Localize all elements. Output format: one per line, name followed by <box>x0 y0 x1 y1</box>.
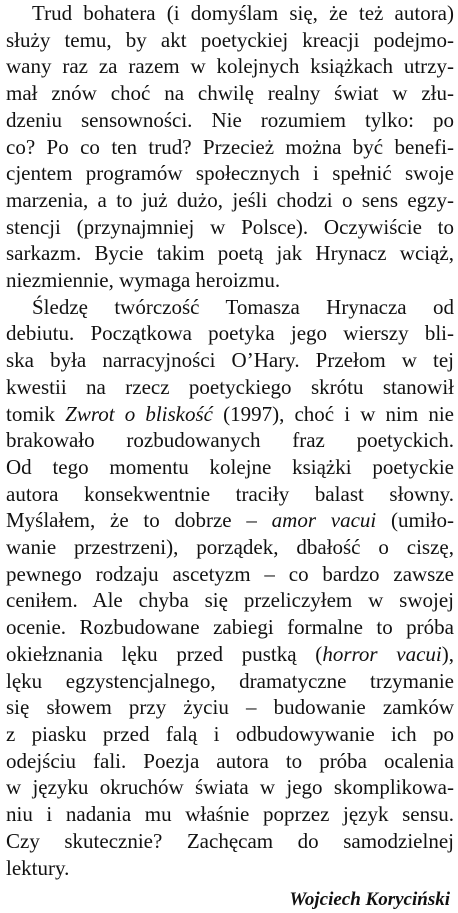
latin-phrase: amor vacui <box>271 508 377 533</box>
text-line: stencji (przynajmniej w Polsce). Oczywiście to <box>6 214 454 239</box>
text-line-with-italic <box>6 641 454 668</box>
text-fragment: ), <box>441 641 455 666</box>
text-line: Śledzę twórczość Tomasza Hrynacza od <box>32 294 454 319</box>
text-fragment: okiełznania lęku przed pustką ( <box>6 641 323 666</box>
author-signature: Wojciech Koryciński <box>289 889 450 911</box>
text-line: ceniłem. Ale chyba się przeliczyłem w swojej <box>6 588 454 613</box>
text-line: Od tego momentu kolejne książki poetyckie <box>6 454 454 479</box>
text-line: kwestii na rzecz poetyckiego skrótu stanowił <box>6 374 454 399</box>
text-line: służy temu, by akt poetyckiej kreacji podejmo- <box>6 27 454 52</box>
text-line: Czy skutecznie? Zachęcam do samodzielnej <box>6 828 454 853</box>
text-line: wanie przestrzeni), porządek, dbałość o ciszę, <box>6 535 454 560</box>
text-fragment: Myślałem, że to dobrze – <box>6 508 272 533</box>
text-fragment: (1997), choć i w nim nie <box>212 401 454 426</box>
text-line: autora konsekwentnie traciły balast słowny. <box>6 481 454 506</box>
text-line-with-italic <box>6 507 454 534</box>
paragraph-1 <box>6 0 454 294</box>
book-title: Zwrot o bliskość <box>65 401 213 426</box>
article-page <box>6 0 455 911</box>
text-line: niezmiennie, wymaga heroizmu. <box>6 268 281 293</box>
text-line: lęku egzystencjalnego, dramatyczne trzymanie <box>6 668 454 693</box>
text-line: wany raz za razem w kolejnych książkach utrzy- <box>6 54 454 79</box>
text-line: ocenie. Rozbudowane zabiegi formalne to próba <box>6 615 454 640</box>
text-line: ska była narracyjności O’Hary. Przełom w tej <box>6 348 454 373</box>
text-line: lektury. <box>6 855 70 880</box>
text-line: odejściu fali. Poezja autora to próba ocalenia <box>6 748 454 773</box>
text-line: marzenia, a to już dużo, jeśli chodzi o sens egzy- <box>6 187 454 212</box>
text-line: się słowem przy życiu – budowanie zamków <box>6 695 454 720</box>
text-line: w języku okruchów świata w jego skomplikowa- <box>6 775 454 800</box>
text-line: dzeniu sensowności. Nie rozumiem tylko: po <box>6 107 454 132</box>
text-line: sarkazm. Bycie takim poetą jak Hrynacz wciąż, <box>6 241 454 266</box>
text-line: co? Po co ten trud? Przecież można być benefi- <box>6 134 454 159</box>
text-line: Trud bohatera (i domyślam się, że też autora) <box>32 1 454 25</box>
paragraph-2 <box>6 294 454 881</box>
text-line: pewnego rodzaju ascetyzm – co bardzo zawsze <box>6 561 454 586</box>
latin-phrase: horror vacui <box>322 641 442 666</box>
text-line: niu i nadania mu właśnie poprzez język sensu. <box>6 802 454 827</box>
text-line: z piasku przed falą i odbudowywanie ich po <box>6 721 454 746</box>
text-fragment: (umiło- <box>376 508 454 533</box>
text-line-with-title <box>6 401 454 428</box>
text-fragment: tomik <box>6 401 66 426</box>
text-line: mał znów choć na chwilę realny świat w złu- <box>6 81 454 106</box>
text-line: cjentem programów społecznych i spełnić swoje <box>6 161 454 186</box>
text-line: debiutu. Początkowa poetyka jego wierszy bli- <box>6 321 454 346</box>
text-line: brakowało rozbudowanych fraz poetyckich. <box>6 428 454 453</box>
